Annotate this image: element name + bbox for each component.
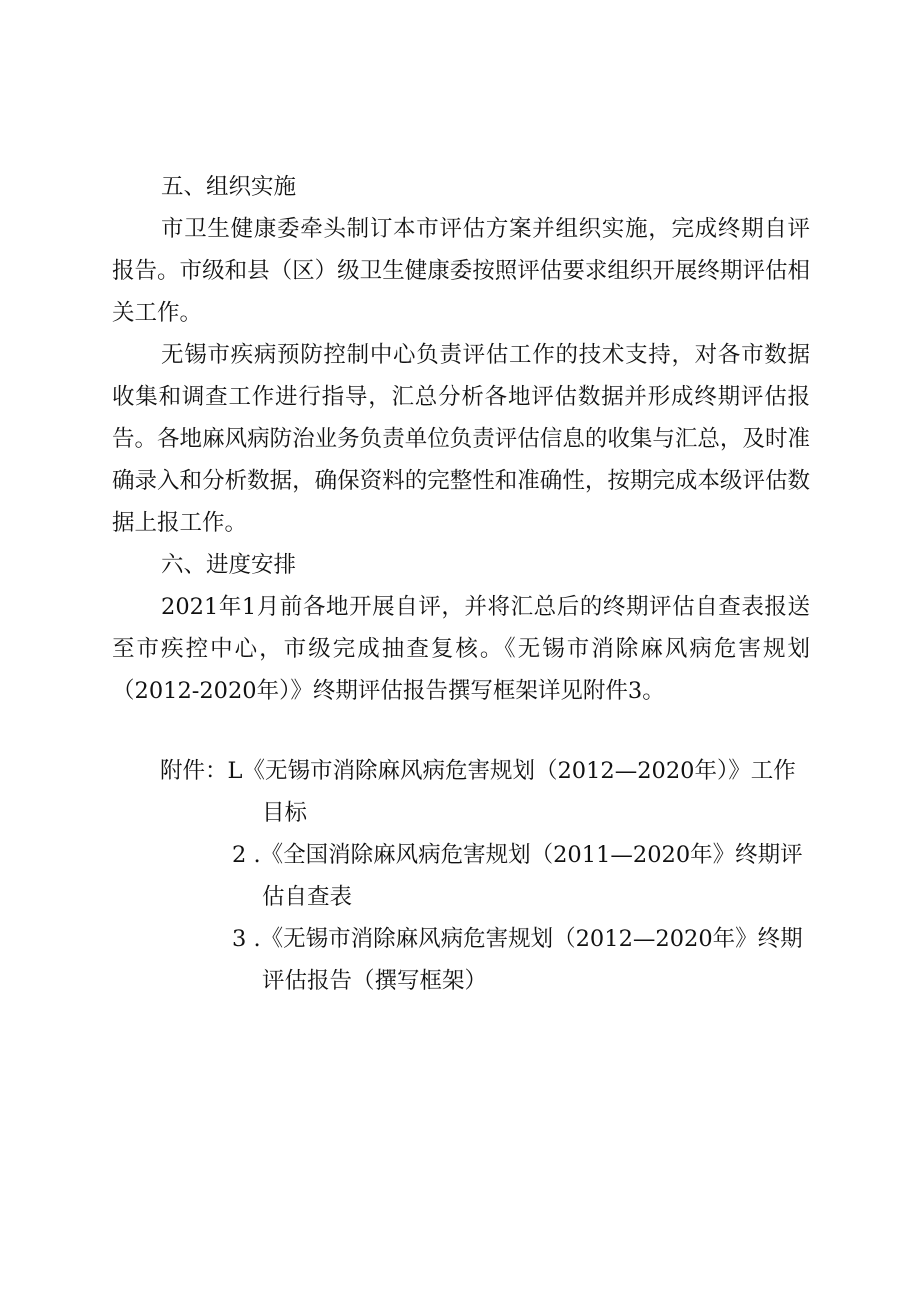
section-5-heading: 五、组织实施: [161, 174, 297, 200]
attachment-item-2-line-1: 2 .《全国消除麻风病危害规划（2011—2020年》终期评: [232, 842, 803, 868]
section-5-paragraph-2: 无锡市疾病预防控制中心负责评估工作的技术支持，对各市数据收集和调查工作进行指导，汇总分析各地评估数据并形成终期评估报告。各地麻风病防治业务负责单位负责评估信息的收集与汇总，及时准确录入和分析数据，确保资料的完整性和准确性，按期完成本级评估数据上报工作。: [112, 342, 810, 536]
attachment-item-3-line-1: 3 .《无锡市消除麻风病危害规划（2012—2020年》终期: [232, 926, 803, 952]
attachment-item-2-line-2: 估自查表: [262, 884, 353, 910]
attachment-item-1-line-1: 附件：L《无锡市消除麻风病危害规划（2012—2020年）》工作: [160, 758, 796, 784]
attachment-item-3: [232, 918, 810, 1002]
attachment-item-1-line-2: 目标: [262, 800, 308, 826]
attachment-item-1: [160, 750, 810, 834]
attachment-item-2: [232, 834, 810, 918]
section-5-paragraph-1: 市卫生健康委牵头制订本市评估方案并组织实施，完成终期自评报告。市级和县（区）级卫生健康委按照评估要求组织开展终期评估相关工作。: [112, 216, 810, 326]
section-6-paragraph-1: 2021年1月前各地开展自评，并将汇总后的终期评估自查表报送至市疾控中心，市级完成抽查复核。《无锡市消除麻风病危害规划（2012-2020年）》终期评估报告撰写框架详见附件3。: [112, 594, 810, 704]
section-6-heading: 六、进度安排: [161, 552, 297, 578]
attachment-item-3-line-2: 评估报告（撰写框架）: [262, 968, 488, 994]
